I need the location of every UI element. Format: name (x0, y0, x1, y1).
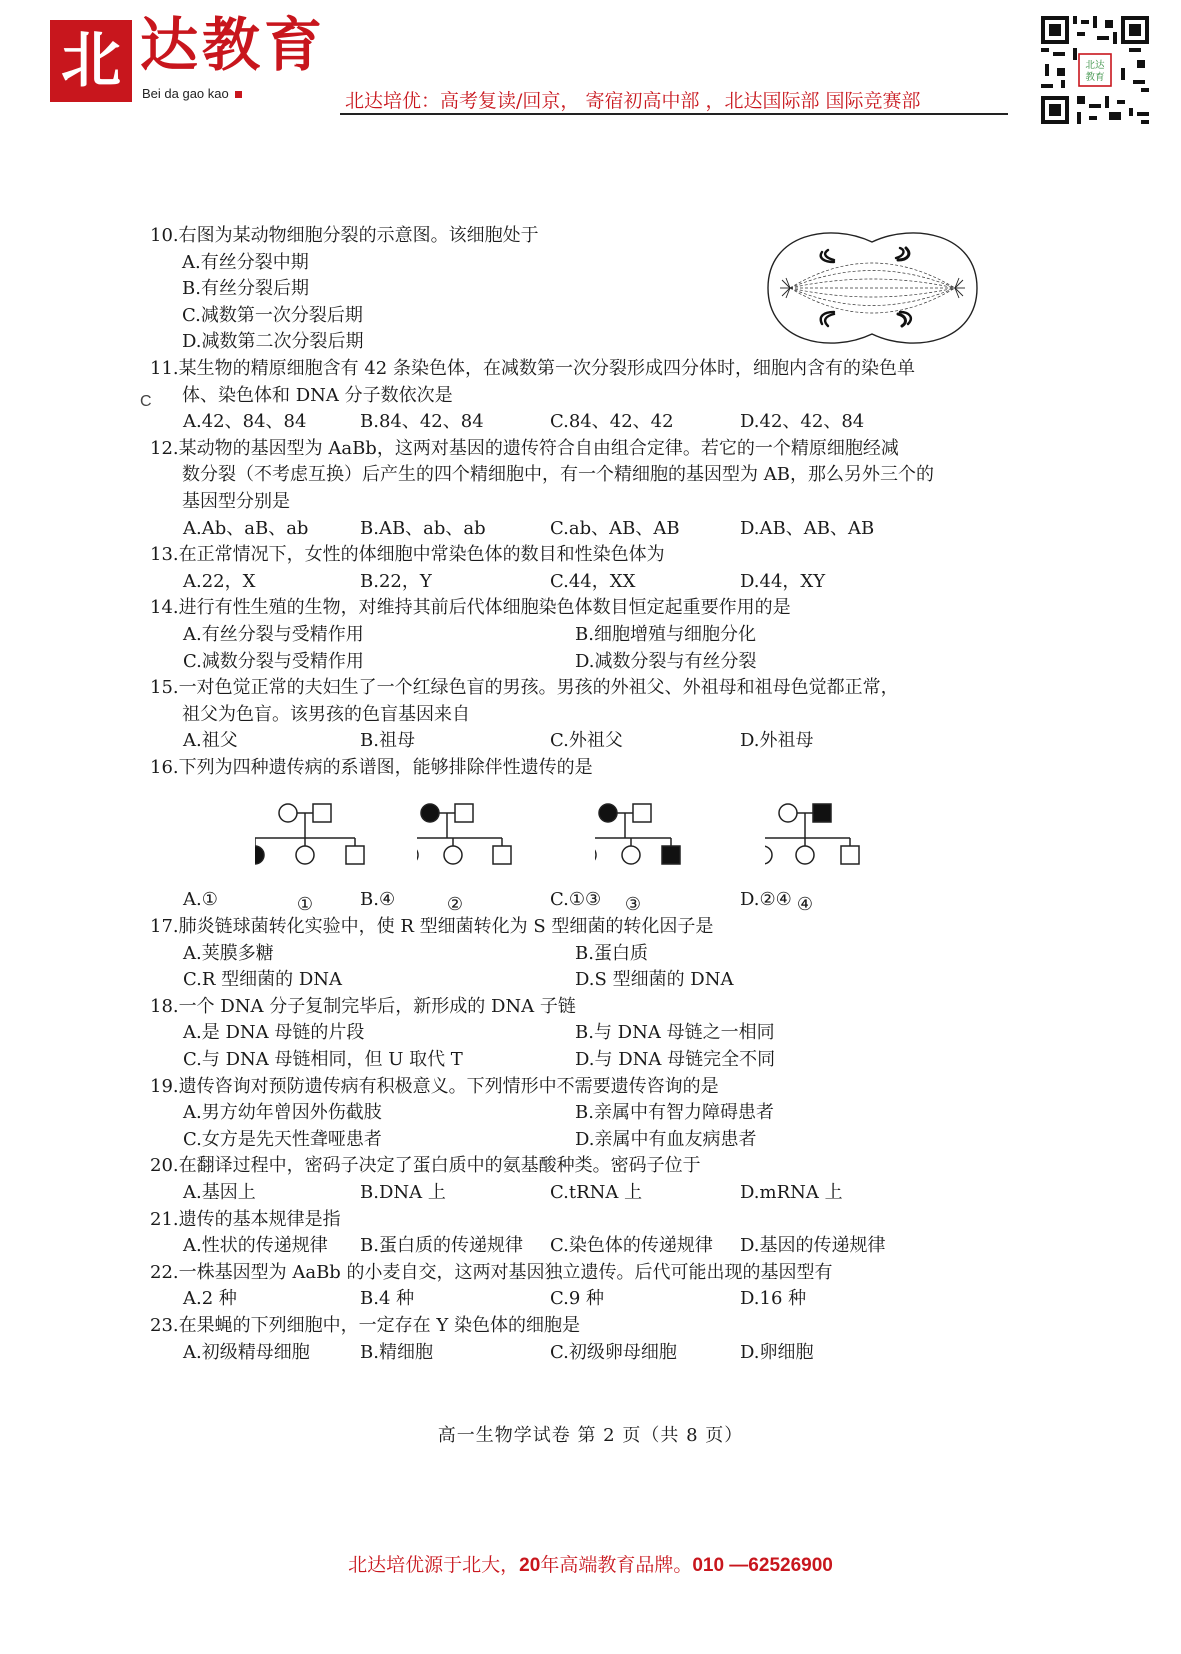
answer-option[interactable]: D.卵细胞 (740, 1341, 814, 1363)
answer-option[interactable]: C.女方是先天性聋哑患者 (183, 1128, 382, 1150)
pedigree-label-4: ④ (796, 894, 814, 915)
question-item (150, 994, 1010, 1074)
question-stem-continued: 体、染色体和 DNA 分子数依次是 (182, 384, 453, 406)
logo-mark: 北 (50, 20, 132, 102)
answer-option[interactable]: B.有丝分裂后期 (182, 278, 309, 300)
option-row (150, 728, 1010, 755)
answer-option[interactable]: C.9 种 (550, 1288, 605, 1310)
answer-option[interactable]: D.AB、AB、AB (740, 517, 875, 539)
footer-years: 20 (519, 1555, 541, 1576)
footer-banner (0, 1550, 1181, 1577)
question-item (150, 1207, 1010, 1260)
question-item (150, 1153, 1010, 1206)
answer-option[interactable]: A.初级精母细胞 (183, 1341, 310, 1363)
answer-option[interactable]: C.R 型细菌的 DNA (183, 969, 343, 991)
answer-option[interactable]: C.ab、AB、AB (550, 517, 680, 539)
question-item (150, 356, 1010, 436)
logo-pinyin: Bei da gao kao (142, 86, 242, 101)
answer-option[interactable]: B.4 种 (360, 1288, 415, 1310)
answer-option[interactable]: D.基因的传递规律 (740, 1235, 886, 1257)
question-item (150, 755, 1010, 914)
option-row (150, 1233, 1010, 1260)
answer-option[interactable]: D.减数第二次分裂后期 (182, 331, 364, 353)
answer-option[interactable]: A.祖父 (183, 730, 238, 752)
answer-option[interactable]: C.减数分裂与受精作用 (183, 650, 364, 672)
question-stem: 12.某动物的基因型为 AaBb，这两对基因的遗传符合自由组合定律。若它的一个精原细胞经减 (150, 437, 899, 459)
answer-option[interactable]: A.男方幼年曾因外伤截肢 (183, 1102, 382, 1124)
question-stem: 22.一株基因型为 AaBb 的小麦自交，这两对基因独立遗传。后代可能出现的基因型有 (150, 1261, 833, 1283)
answer-option[interactable]: A.荚膜多糖 (183, 942, 274, 964)
answer-option[interactable]: A.22，X (183, 570, 256, 592)
question-stem: 18.一个 DNA 分子复制完毕后，新形成的 DNA 子链 (150, 995, 576, 1017)
answer-option[interactable]: B.与 DNA 母链之一相同 (575, 1022, 775, 1044)
pedigree-label-2: ② (446, 894, 464, 915)
answer-option[interactable]: D.44，XY (740, 570, 826, 592)
answer-option[interactable]: A.基因上 (183, 1182, 256, 1203)
answer-option[interactable]: D.②④ (740, 889, 792, 911)
question-stem: 17.肺炎链球菌转化实验中，使 R 型细菌转化为 S 型细菌的转化因子是 (150, 916, 714, 938)
answer-option[interactable]: A.性状的传递规律 (183, 1235, 328, 1257)
question-stem: 11.某生物的精原细胞含有 42 条染色体，在减数第一次分裂形成四分体时，细胞内含有的染色单 (150, 357, 915, 379)
header-slogan: 北达培优：高考复读/回京， 寄宿初高中部 ，北达国际部 国际竞赛部 (345, 90, 921, 112)
answer-option[interactable]: C.44，XX (550, 570, 636, 592)
option-row (150, 1100, 1010, 1127)
answer-option[interactable]: D.与 DNA 母链完全不同 (575, 1049, 776, 1071)
option-row (150, 887, 1010, 914)
answer-option[interactable]: C.tRNA 上 (550, 1182, 643, 1203)
answer-option[interactable]: D.减数分裂与有丝分裂 (575, 650, 757, 672)
answer-option[interactable]: D.外祖母 (740, 730, 814, 752)
margin-mark: C (140, 393, 152, 410)
question-item (150, 1260, 1010, 1313)
answer-option[interactable]: B.84、42、84 (360, 411, 484, 433)
answer-option[interactable]: B.④ (360, 889, 396, 911)
answer-option[interactable]: D.mRNA 上 (740, 1182, 843, 1203)
answer-option[interactable]: B.精细胞 (360, 1341, 433, 1363)
answer-option[interactable]: B.AB、ab、ab (360, 517, 486, 539)
option-row (150, 622, 1010, 649)
question-item (150, 1313, 1010, 1366)
answer-option[interactable]: A.是 DNA 母链的片段 (183, 1022, 365, 1044)
option-row (150, 1047, 1010, 1074)
page-number: 高一生物学试卷 第 2 页（共 8 页） (437, 1425, 744, 1446)
question-item (150, 675, 1010, 755)
question-item (150, 914, 1010, 994)
answer-option[interactable]: B.蛋白质的传递规律 (360, 1235, 523, 1257)
option-row (150, 1127, 1010, 1154)
qr-caption-bottom: 教育 (1085, 72, 1105, 83)
question-stem: 15.一对色觉正常的夫妇生了一个红绿色盲的男孩。男孩的外祖父、外祖母和祖母色觉都正常， (150, 677, 899, 699)
answer-option[interactable]: C.减数第一次分裂后期 (182, 304, 363, 326)
answer-option[interactable]: B.DNA 上 (360, 1182, 446, 1203)
question-item (150, 1074, 1010, 1154)
answer-option[interactable]: C.①③ (550, 889, 602, 911)
option-row (150, 967, 1010, 994)
answer-option[interactable]: C.外祖父 (550, 730, 623, 752)
question-item (150, 542, 1010, 595)
qr-caption-top: 北达 (1085, 60, 1105, 71)
option-row (150, 1286, 1010, 1313)
question-item (150, 436, 1010, 542)
answer-option[interactable]: B.蛋白质 (575, 942, 648, 964)
footer-phone: 010 —62526900 (692, 1555, 833, 1576)
pedigree-label-3: ③ (624, 894, 642, 915)
option-row (150, 1340, 1010, 1367)
answer-option[interactable]: D.16 种 (740, 1288, 807, 1310)
figure-space (150, 781, 1010, 887)
answer-option[interactable]: B.亲属中有智力障碍患者 (575, 1102, 774, 1124)
question-item (150, 223, 1010, 356)
option-row (150, 1180, 1010, 1207)
question-stem-continued: 数分裂（不考虑互换）后产生的四个精细胞中，有一个精细胞的基因型为 AB，那么另外三个的 (182, 464, 934, 486)
option-row (150, 941, 1010, 968)
footer-text: 北达培优源于北大， (348, 1554, 520, 1576)
answer-option[interactable]: A.Ab、aB、ab (183, 517, 309, 539)
answer-option[interactable]: A.42、84、84 (183, 411, 307, 433)
answer-option[interactable]: A.2 种 (183, 1288, 237, 1310)
answer-option[interactable]: C.84、42、42 (550, 411, 674, 433)
question-stem: 14.进行有性生殖的生物，对维持其前后代体细胞染色体数目恒定起重要作用的是 (150, 597, 791, 619)
question-list (150, 223, 1010, 1366)
question-stem: 10.右图为某动物细胞分裂的示意图。该细胞处于 (150, 225, 539, 246)
logo-name: 达教育 (140, 11, 327, 79)
question-item (150, 595, 1010, 675)
option-row (150, 516, 1010, 543)
answer-option[interactable]: C.与 DNA 母链相同，但 U 取代 T (183, 1049, 463, 1071)
question-stem: 16.下列为四种遗传病的系谱图，能够排除伴性遗传的是 (150, 756, 593, 778)
answer-option[interactable]: A.有丝分裂与受精作用 (183, 623, 364, 645)
qr-code-icon (1041, 16, 1149, 124)
option-row (150, 569, 1010, 596)
footer-text-2: 年高端教育品牌。 (540, 1554, 693, 1576)
option-row (150, 1020, 1010, 1047)
answer-option[interactable]: B.祖母 (360, 730, 415, 752)
answer-option[interactable]: B.细胞增殖与细胞分化 (575, 623, 756, 645)
pedigree-label-1: ① (296, 894, 314, 915)
answer-option[interactable]: D.42、42、84 (740, 411, 865, 433)
answer-option[interactable]: D.亲属中有血友病患者 (575, 1128, 757, 1150)
question-stem: 20.在翻译过程中，密码子决定了蛋白质中的氨基酸种类。密码子位于 (150, 1155, 701, 1177)
option-row (150, 409, 1010, 436)
answer-option[interactable]: C.染色体的传递规律 (550, 1235, 713, 1257)
answer-option[interactable]: C.初级卵母细胞 (550, 1341, 677, 1363)
answer-option[interactable]: B.22，Y (360, 570, 432, 592)
option-row (150, 649, 1010, 676)
question-stem: 21.遗传的基本规律是指 (150, 1208, 341, 1230)
answer-option[interactable]: A.① (183, 889, 218, 911)
question-stem: 13.在正常情况下，女性的体细胞中常染色体的数目和性染色体为 (150, 544, 665, 566)
answer-option[interactable]: A.有丝分裂中期 (182, 251, 309, 273)
question-stem-continued: 祖父为色盲。该男孩的色盲基因来自 (182, 703, 470, 725)
header-divider (340, 113, 1008, 115)
answer-option[interactable]: D.S 型细菌的 DNA (575, 969, 734, 991)
question-stem: 19.遗传咨询对预防遗传病有积极意义。下列情形中不需要遗传咨询的是 (150, 1075, 719, 1097)
question-stem-continued: 基因型分别是 (182, 490, 290, 512)
question-stem: 23.在果蝇的下列细胞中，一定存在 Y 染色体的细胞是 (150, 1314, 580, 1336)
